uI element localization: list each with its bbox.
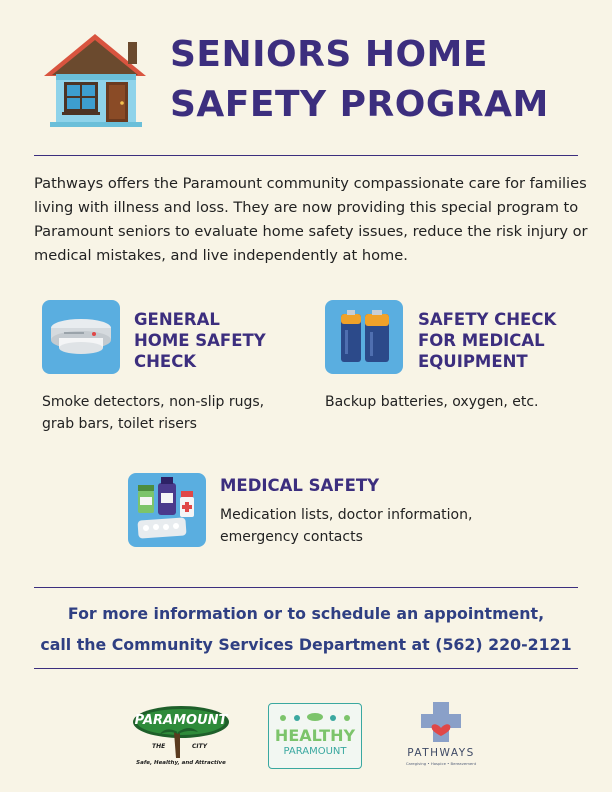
healthy-word: HEALTHY [274, 726, 356, 745]
card-general-title: GENERAL HOME SAFETY CHECK [134, 310, 266, 371]
pathways-logo [396, 700, 486, 772]
cta-line-2: call the Community Services Department at (562) 220-2121 [40, 635, 572, 654]
healthy-paramount-logo [268, 703, 362, 769]
title-line-2: SAFETY PROGRAM [170, 84, 549, 125]
paramount-word: PARAMOUNT [283, 746, 347, 757]
card-equipment-title: SAFETY CHECK FOR MEDICAL EQUIPMENT [418, 310, 557, 371]
contact-callout [30, 598, 582, 660]
paramount-name: PARAMOUNT [134, 713, 228, 728]
title-line-1: SENIORS HOME [170, 34, 488, 75]
cta-line-1: For more information or to schedule an appointment, [67, 604, 545, 623]
card-general-text: Smoke detectors, non-slip rugs, grab bars, toilet risers [42, 394, 265, 432]
smoke-detector-icon [42, 300, 120, 374]
paramount-tagline: Safe, Healthy, and Attractive [136, 760, 226, 766]
intro-paragraph: Pathways offers the Paramount community compassionate care for families living with illness and loss. They are now providing this special program to Paramount seniors to evaluate home safety issues, reduce the risk injury or medical mistakes, and live independently at home. [34, 175, 588, 264]
pathways-tagline: Caregiving • Hospice • Bereavement [405, 761, 477, 766]
paramount-logo [130, 702, 232, 772]
paramount-the: THE [152, 743, 166, 750]
house-icon [36, 28, 154, 128]
medicine-icon [128, 473, 206, 547]
card-medical-text: Medication lists, doctor information, emergency contacts [220, 507, 473, 545]
pathways-name: PATHWAYS [407, 747, 475, 759]
card-equipment-text: Backup batteries, oxygen, etc. [325, 394, 539, 410]
paramount-city: CITY [192, 743, 208, 750]
middle-divider [34, 587, 578, 588]
bottom-divider [34, 668, 578, 669]
card-medical-title: MEDICAL SAFETY [220, 476, 380, 495]
batteries-icon [325, 300, 403, 374]
page-title [170, 30, 590, 130]
top-divider [34, 155, 578, 156]
